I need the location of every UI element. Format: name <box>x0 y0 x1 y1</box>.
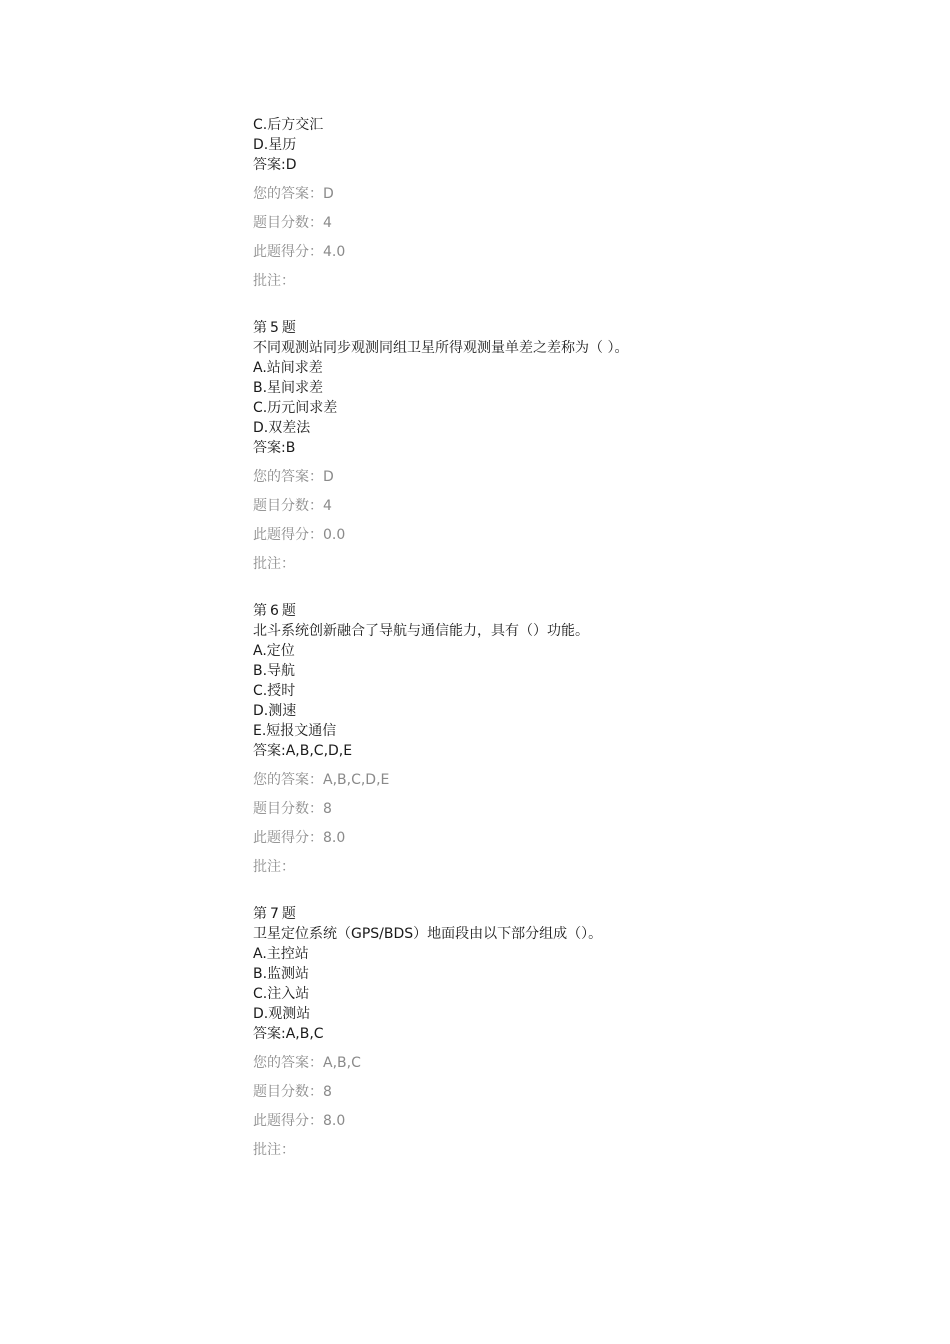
your-answer-value: D <box>323 186 334 202</box>
points-earned-value: 8.0 <box>323 830 346 846</box>
points-earned-label: 此题得分： <box>253 830 323 846</box>
option-b: B.导航 <box>253 663 296 679</box>
your-answer-label: 您的答案： <box>253 1055 323 1071</box>
note-label: 批注： <box>253 859 295 875</box>
option-a: A.主控站 <box>253 946 309 962</box>
option-d: D.测速 <box>253 703 297 719</box>
note-label: 批注： <box>253 556 295 572</box>
score-row <box>253 1082 903 1102</box>
question-number: 7 <box>270 906 279 922</box>
question-6 <box>253 601 903 877</box>
correct-answer: 答案:A,B,C <box>253 1026 324 1042</box>
question-title <box>253 318 903 338</box>
your-answer-value: A,B,C,D,E <box>323 772 390 788</box>
note-row <box>253 554 903 574</box>
question-4-tail <box>253 115 903 291</box>
points-earned-row <box>253 828 903 848</box>
score-row <box>253 213 903 233</box>
question-7 <box>253 904 903 1160</box>
score-value: 8 <box>323 1084 332 1100</box>
title-prefix: 第 <box>253 603 267 619</box>
correct-answer: 答案:D <box>253 157 297 173</box>
title-suffix: 题 <box>281 906 296 922</box>
your-answer-row <box>253 467 903 487</box>
points-earned-label: 此题得分： <box>253 1113 323 1129</box>
score-label: 题目分数： <box>253 801 323 817</box>
document-page <box>253 115 903 1160</box>
points-earned-value: 8.0 <box>323 1113 346 1129</box>
title-suffix: 题 <box>281 603 296 619</box>
note-row <box>253 271 903 291</box>
question-text: 不同观测站同步观测同组卫星所得观测量单差之差称为（ ）。 <box>253 340 629 356</box>
points-earned-value: 4.0 <box>323 244 346 260</box>
note-label: 批注： <box>253 1142 295 1158</box>
points-earned-label: 此题得分： <box>253 244 323 260</box>
question-text: 卫星定位系统（GPS/BDS）地面段由以下部分组成（）。 <box>253 926 603 942</box>
option-a: A.站间求差 <box>253 360 323 376</box>
option-c: C.历元间求差 <box>253 400 338 416</box>
points-earned-label: 此题得分： <box>253 527 323 543</box>
correct-answer: 答案:A,B,C,D,E <box>253 743 353 759</box>
score-value: 4 <box>323 498 332 514</box>
your-answer-label: 您的答案： <box>253 186 323 202</box>
correct-answer: 答案:B <box>253 440 296 456</box>
option-a: A.定位 <box>253 643 295 659</box>
your-answer-row <box>253 770 903 790</box>
points-earned-value: 0.0 <box>323 527 346 543</box>
note-row <box>253 1140 903 1160</box>
score-value: 4 <box>323 215 332 231</box>
your-answer-value: A,B,C <box>323 1055 361 1071</box>
option-d: D.双差法 <box>253 420 311 436</box>
option-b: B.星间求差 <box>253 380 324 396</box>
option-c: C.注入站 <box>253 986 310 1002</box>
points-earned-row <box>253 525 903 545</box>
your-answer-value: D <box>323 469 334 485</box>
score-row <box>253 799 903 819</box>
score-label: 题目分数： <box>253 215 323 231</box>
option-d: D.观测站 <box>253 1006 311 1022</box>
note-row <box>253 857 903 877</box>
your-answer-label: 您的答案： <box>253 469 323 485</box>
title-suffix: 题 <box>281 320 296 336</box>
question-number: 5 <box>270 320 279 336</box>
question-title <box>253 601 903 621</box>
score-row <box>253 496 903 516</box>
note-label: 批注： <box>253 273 295 289</box>
question-title <box>253 904 903 924</box>
score-label: 题目分数： <box>253 498 323 514</box>
score-label: 题目分数： <box>253 1084 323 1100</box>
your-answer-row <box>253 1053 903 1073</box>
question-text: 北斗系统创新融合了导航与通信能力，具有（）功能。 <box>253 623 589 639</box>
points-earned-row <box>253 1111 903 1131</box>
question-5 <box>253 318 903 574</box>
option-b: B.监测站 <box>253 966 310 982</box>
your-answer-row <box>253 184 903 204</box>
title-prefix: 第 <box>253 320 267 336</box>
points-earned-row <box>253 242 903 262</box>
title-prefix: 第 <box>253 906 267 922</box>
option-d: D.星历 <box>253 137 297 153</box>
score-value: 8 <box>323 801 332 817</box>
option-e: E.短报文通信 <box>253 723 337 739</box>
option-c: C.后方交汇 <box>253 117 324 133</box>
your-answer-label: 您的答案： <box>253 772 323 788</box>
question-number: 6 <box>270 603 279 619</box>
option-c: C.授时 <box>253 683 296 699</box>
